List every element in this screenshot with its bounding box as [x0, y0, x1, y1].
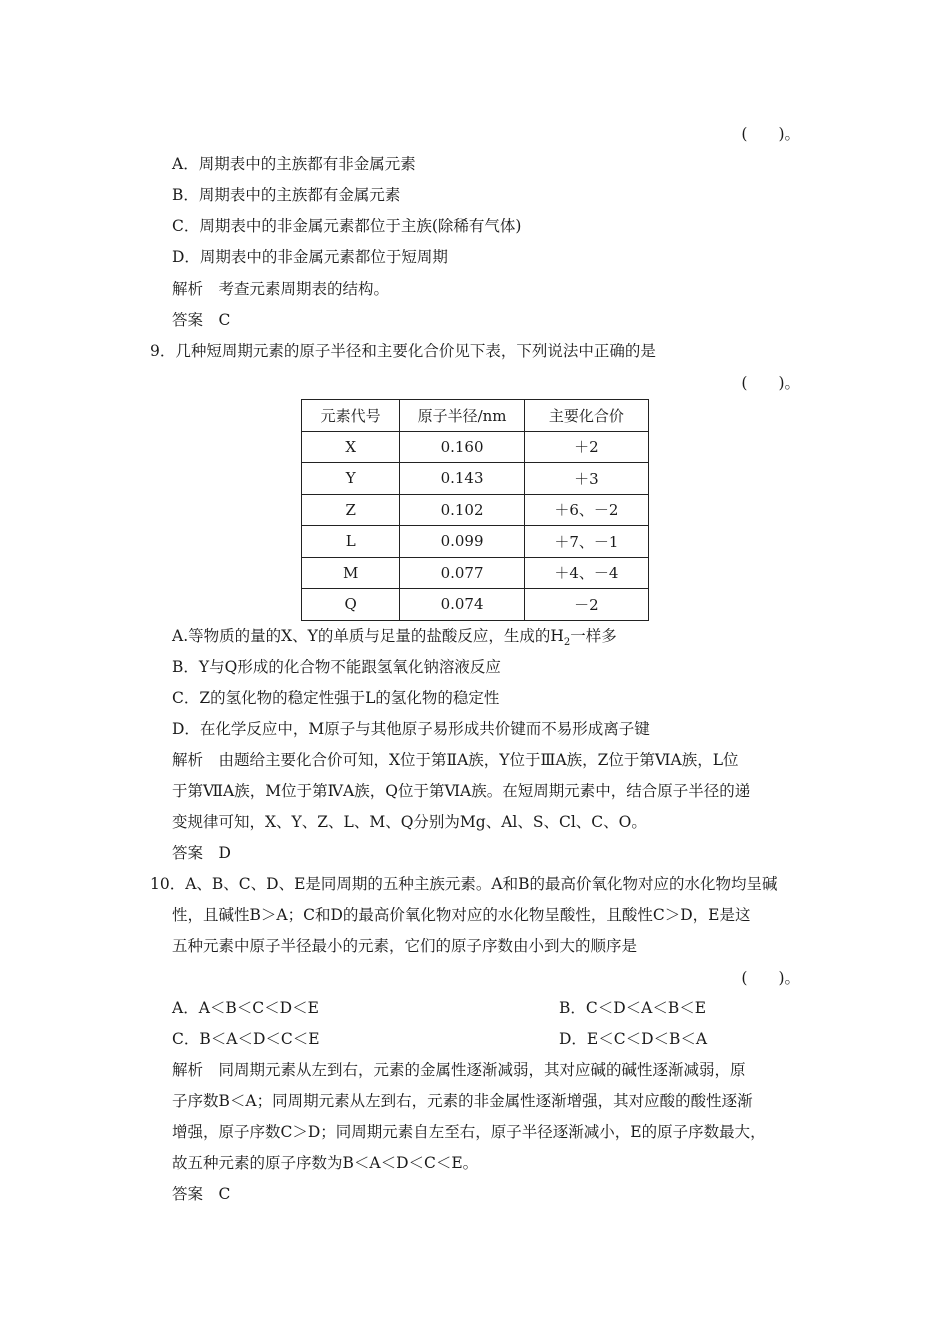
q8-option-c: C．周期表中的非金属元素都位于主族(除稀有气体)	[172, 217, 522, 235]
table-row	[302, 557, 649, 589]
q10-option-d: D．E＜C＜D＜B＜A	[559, 1030, 708, 1048]
q9-stem: 9．几种短周期元素的原子半径和主要化合价见下表，下列说法中正确的是	[150, 342, 656, 360]
q9-analysis-line-3: 变规律可知，X、Y、Z、L、M、Q分别为Mg、Al、S、Cl、C、O。	[172, 813, 647, 831]
table-row	[302, 463, 649, 495]
q9-analysis-line-1: 解析 由题给主要化合价可知，X位于第ⅡA族，Y位于ⅢA族，Z位于第ⅥA族，L位	[172, 751, 739, 769]
q10-stem-line-1: 10．A、B、C、D、E是同周期的五种主族元素。A和B的最高价氧化物对应的水化物均呈碱	[150, 875, 778, 893]
q10-option-c: C．B＜A＜D＜C＜E	[172, 1030, 320, 1048]
table-cell: ＋3	[524, 463, 648, 495]
table-cell: 0.160	[400, 431, 524, 463]
table-header: 原子半径/nm	[400, 400, 524, 432]
q9-analysis-line-2: 于第ⅦA族，M位于第ⅣA族，Q位于第ⅥA族。在短周期元素中，结合原子半径的递	[172, 782, 751, 800]
table-cell: 0.102	[400, 494, 524, 526]
q10-stem-line-2: 性，且碱性B＞A；C和D的最高价氧化物对应的水化物呈酸性，且酸性C＞D，E是这	[172, 906, 751, 924]
q9-option-b: B．Y与Q形成的化合物不能跟氢氧化钠溶液反应	[172, 658, 501, 676]
table-cell: 0.143	[400, 463, 524, 495]
table-cell: ＋4、－4	[524, 557, 648, 589]
q9-option-c: C．Z的氢化物的稳定性强于L的氢化物的稳定性	[172, 689, 500, 707]
q9-answer-parentheses: ( )。	[741, 374, 800, 392]
q9-option-a-text: A.等物质的量的X、Y的单质与足量的盐酸反应，生成的H	[172, 627, 564, 645]
table-cell: Q	[302, 589, 400, 621]
element-table	[301, 399, 649, 621]
table-cell: －2	[524, 589, 648, 621]
q9-option-d: D．在化学反应中，M原子与其他原子易形成共价键而不易形成离子键	[172, 720, 650, 738]
q10-option-b: B．C＜D＜A＜B＜E	[559, 999, 707, 1017]
q10-analysis-line-3: 增强，原子序数C＞D；同周期元素自左至右，原子半径逐渐减小，E的原子序数最大，	[172, 1123, 766, 1141]
table-cell: Y	[302, 463, 400, 495]
table-header: 元素代号	[302, 400, 400, 432]
table-row	[302, 494, 649, 526]
table-header: 主要化合价	[524, 400, 648, 432]
q10-analysis-line-1: 解析 同周期元素从左到右，元素的金属性逐渐减弱，其对应碱的碱性逐渐减弱，原	[172, 1061, 746, 1079]
q8-option-d: D．周期表中的非金属元素都位于短周期	[172, 248, 448, 266]
table-cell: ＋7、－1	[524, 526, 648, 558]
q8-option-b: B．周期表中的主族都有金属元素	[172, 186, 401, 204]
q10-answer: 答案 C	[172, 1185, 231, 1203]
table-cell: 0.077	[400, 557, 524, 589]
q10-stem-line-3: 五种元素中原子半径最小的元素，它们的原子序数由小到大的顺序是	[172, 937, 638, 955]
table-cell: X	[302, 431, 400, 463]
table-header-row	[302, 400, 649, 432]
q8-answer: 答案 C	[172, 311, 231, 329]
table-cell: M	[302, 557, 400, 589]
table-row	[302, 526, 649, 558]
q8-answer-parentheses: ( )。	[741, 125, 800, 143]
q9-option-a	[172, 625, 617, 654]
q8-analysis: 解析 考查元素周期表的结构。	[172, 280, 390, 298]
q9-answer: 答案 D	[172, 844, 231, 862]
table-row	[302, 589, 649, 621]
q10-analysis-line-2: 子序数B＜A；同周期元素从左到右，元素的非金属性逐渐增强，其对应酸的酸性逐渐	[172, 1092, 753, 1110]
q9-option-a-tail: 一样多	[570, 627, 617, 645]
table-cell: Z	[302, 494, 400, 526]
table-cell: 0.099	[400, 526, 524, 558]
q10-answer-parentheses: ( )。	[741, 969, 800, 987]
q10-option-a: A．A＜B＜C＜D＜E	[172, 999, 319, 1017]
q8-option-a: A．周期表中的主族都有非金属元素	[172, 155, 416, 173]
table-cell: L	[302, 526, 400, 558]
table-row	[302, 431, 649, 463]
table-cell: 0.074	[400, 589, 524, 621]
q9-option-a-subscript: 2	[563, 637, 571, 649]
q10-analysis-line-4: 故五种元素的原子序数为B＜A＜D＜C＜E。	[172, 1154, 479, 1172]
table-cell: ＋6、－2	[524, 494, 648, 526]
table-cell: ＋2	[524, 431, 648, 463]
